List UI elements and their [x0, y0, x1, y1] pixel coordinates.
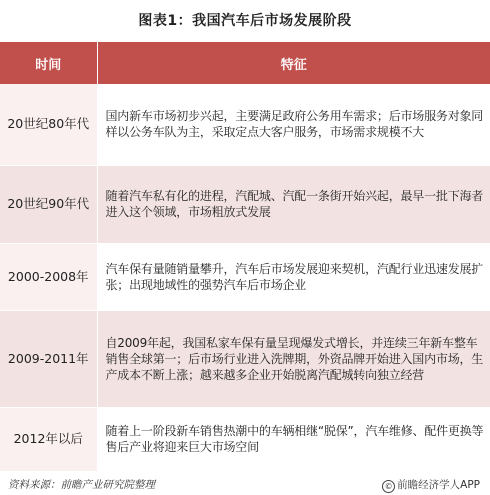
- source-note: 资料来源：前瞻产业研究院整理: [8, 479, 155, 491]
- row-feature: 国内新车市场初步兴起，主要满足政府公务用车需求；后市场服务对象同样以公务车队为主，采取定点大客户服务，市场需求规模不大: [97, 84, 490, 165]
- copyright-icon: ©: [382, 480, 395, 493]
- chart-title: 图表1：我国汽车后市场发展阶段: [138, 13, 352, 29]
- row-feature: 自2009年起，我国私家车保有量呈现爆发式增长，并连续三年新车整车销售全球第一；后市场行业进入洗牌期，外资品牌开始进入国内市场，生产成本不断上涨；越来越多企业开始脱离汽配城转向独立经营: [97, 310, 490, 407]
- table-row: [0, 243, 490, 310]
- header-time: 时间: [0, 42, 97, 84]
- row-time: 20世纪90年代: [0, 165, 97, 243]
- footer: [0, 474, 490, 494]
- header-feature: 特征: [97, 42, 490, 84]
- row-feature: 随着汽车私有化的进程，汽配城、汽配一条街开始兴起，最早一批下海者进入这个领域，市场粗放式发展: [97, 165, 490, 243]
- row-time: 2000-2008年: [0, 243, 97, 310]
- table-row: [0, 84, 490, 165]
- row-time: 2012年以后: [0, 407, 97, 471]
- row-time: 2009-2011年: [0, 310, 97, 407]
- brand-name: 前瞻经济学人APP: [397, 479, 480, 491]
- row-time: 20世纪80年代: [0, 84, 97, 165]
- table-row: [0, 165, 490, 243]
- table-header-row: [0, 42, 490, 84]
- development-stages-table: [0, 42, 490, 472]
- row-feature: 随着上一阶段新车销售热潮中的车辆相继“脱保”，汽车维修、配件更换等售后产业将迎来巨大市场空间: [97, 407, 490, 471]
- row-feature: 汽车保有量随销量攀升，汽车后市场发展迎来契机，汽配行业迅速发展扩张；出现地域性的强势汽车后市场企业: [97, 243, 490, 310]
- table-row: [0, 310, 490, 407]
- brand-credit: [382, 477, 480, 493]
- table-row: [0, 407, 490, 471]
